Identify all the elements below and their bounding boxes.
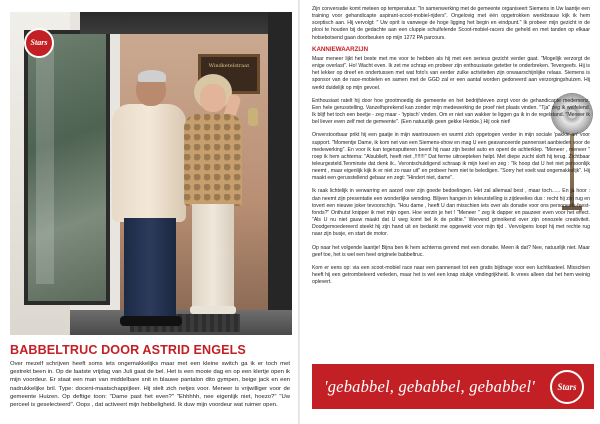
article-title: BABBELTRUC DOOR ASTRID ENGELS bbox=[10, 343, 246, 357]
body-paragraph: Onverstoorbaar prikt hij een gaatje in mijn wantrouwen en wurmt zich opgetogen verder in mijn sociale 'pakkie-an' voor support. "Momentje Dame, ik kom net van een Siemens-show en mag U een geavanceerde pannenset aanbieden voor de medewerking". En voor ik kan tegensputteren beent hij naar zijn bestel auto en opent de achterklep. "Meneer , meneer " roep ik hem achterna: "Alsublieft, heeft niet ,!!!!!!!" Dat ferme uitroepteken helpt. Met diepe zucht sloft hij terug. Zichtbaar teleurgesteld.Tenminste dat denk ik.. Verontschuldigend schraap ik mijn keel en zeg : "Ik hoop dat U het niet persoonlijk neemt , maar eigenlijk kijk ik er niet zo naar uit" en probeer hem niet te beledigen. "Sorry het voelt wat ongemakkelijk". Hij maakt een gerusstellend gebaar en zegt: "Hindert niet, dame". bbox=[312, 132, 590, 182]
article-photo bbox=[10, 12, 292, 335]
section-heading: KANNIEWAARZIJN bbox=[312, 45, 369, 53]
banner-quote: 'gebabbel, gebabbel, gebabbel' bbox=[324, 377, 536, 396]
article-body bbox=[312, 6, 590, 292]
left-page bbox=[0, 0, 298, 424]
wall-painting: Windketelstraat bbox=[198, 54, 260, 94]
body-paragraph: Enthousiast ratelt hij door hoe grootmoedig de gemeente en het bedrijfsleven zorgt voor de gehandicapte medemens. Een hele gerusstelling. Vanzelfsprekend kan zonder mijn medewerking de proef niet plaats vinden. "Tja" zeg ik weifelend. Ik blijf het toch een beetje - zeg maar - 'typisch' vinden. Om er niet van wakker te liggen ga ik in de regelstand. "Meneer ik bel liever even zelf met de gemeente". (Een natuurlijk geen gekke Henkie.) Hij ook niet! bbox=[312, 97, 590, 126]
body-paragraph: Op naar het volgende laantje! Bijna ben ik hem achterna gerend met een donatie. Meen ik dat? Nee, natuurlijk niet. Maar geef toe, het is wel een heel originele babbeltruc. bbox=[312, 244, 590, 258]
wall-lamp-icon bbox=[248, 108, 258, 126]
stars-logo-icon: Stars bbox=[550, 370, 584, 404]
woman-figure bbox=[178, 74, 248, 314]
quote-banner bbox=[312, 364, 594, 409]
body-paragraph: Ik raak lichtelijk in verwarring en aarzel over zijn goede bedoelingen. Het zal allemaal best , maar toch...... En ja hoor : dan neemt zijn presentatie een wonderlijke wending. Blijven hangen in teleurstelling is zijdevelies dus : recht hij zijn rug en tovert een nieuwe joker tevoorschijn. "Hou dame , heeft U dan misschien iets over als donatie voor ons personeels-feest-fonds?" Onthutst knipper ik met mijn ogen. Hoe verzin je het ! "Meneer " zeg ik dapper en pauzeer even voor het effect. "Als U nu niet gauw maakt dat U weg komt bel ik de politie." Wervend grinnikend over zijn onnozele creativiteit. Doodgemoedereerd steekt hij zijn hand uit en bedankt me opgewekt voor mijn tijd . Vervolgens loopt hij met rechte rug naar zijn busje, en start de motor. bbox=[312, 188, 590, 238]
glass-door bbox=[24, 30, 110, 305]
body-paragraph: Kom er eens op: via een scoot-mobiel race naar een pannenset tot een gratis bijdrage voor een luchtkasteel. Misschien heeft hij een getrombeleerd verleden, maar het is wel een knap stukje vindingrijkheid. Ik vrees alleen dat het hem weinig oplevert. bbox=[312, 264, 590, 286]
stars-logo-icon: Stars bbox=[24, 28, 54, 58]
article-intro-text: Over mezelf schrijven heeft soms iets ongemakkelijks maar met een kleine switch ga ik er toch met gestrekt been in. Op de laatste vrijdag van Juli gaat de bel. Het is een mooie dag en op een klertje open ik mijn voordeur. Er staat een man van middelbare snit in blauwe pantalon dito gympen, beige jack en een nadrukkelijke bril. Type: docent-maatschappijleer. Hij stelt zich netjes voor. Meneer is vrijwilliger voor de gemeente Huizen. Op deftige toon: "Dame past het even?" "Ehhhhh, nee eigenlijk niet, hoezo?" "Uw perceel is geselecteerd". Oops , dat activeert mijn hebbeligheid. Ik duw mijn voordeur wat ruimer open. bbox=[10, 361, 290, 409]
intro-paragraph: Zijn conversatie komt meteen op temperatuur. "In samenwerking met de gemeente organiseert Siemens in Uw laantje een training voor gehandicapte aspirant-scoot-mobiel-rijders". Ongelovig met één opgetrokken wenkbrauw kijk ik hem sceptisch aan. Hij vervolgt: " Uw oprit is vanwege de hoge ligging het begin en eindpunt." Ik probeer mijn gezicht in de plooi te houden bij de gedachte aan een cluppie schuifelende Scoot-mobiel-racers die geheld en met tanden op elkaar hotsebotsend gaan doorbeuken op mijn 1272 PA parcours. bbox=[312, 6, 590, 41]
body-paragraph: Maar meneer lijkt het beste met me voor te hebben als hij met een serieus gezicht verder gaat. "Mogelijk verzorgt de enige overlast". Ho! Wacht even. Ik zet me schrap en probeer zijn enthousiaste getetter te onderbreken. Tevergeefs. Hij is het lekker op dreef en ondertussen met wat foto's van eerder zulke activiteiten zijn onwaarschijnlijke relaas. Siemens is sponsor van de race-mobielen en samen met de GGD zal er een aantal worden gedoneerd aan verzorgingshuizen. Hij werkt duidelijk op mijn gevoel. bbox=[312, 55, 590, 91]
